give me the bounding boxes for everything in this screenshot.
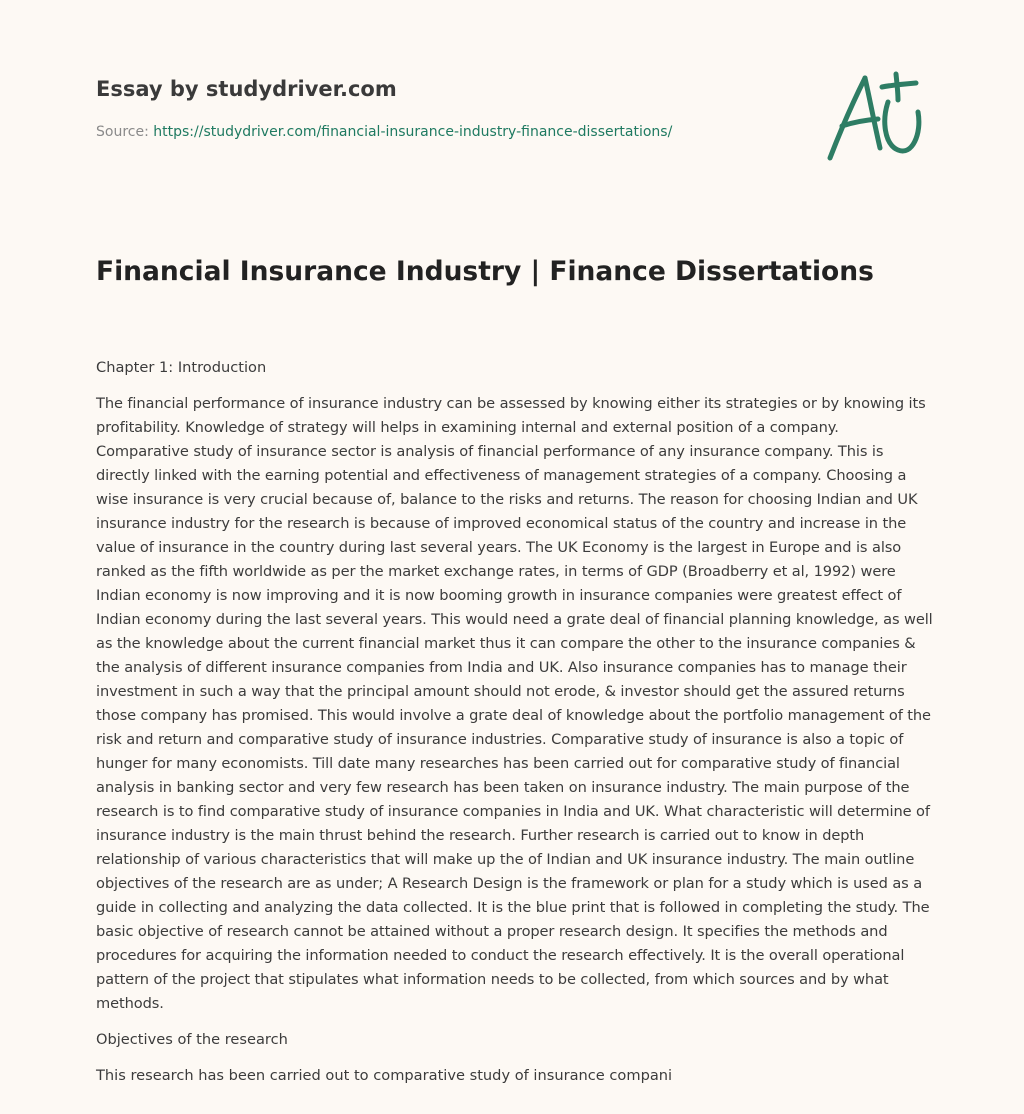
intro-paragraph: The financial performance of insurance industry can be assessed by knowing either its strategies or by knowing its profitability. Knowledge of strategy will helps in examining internal and external position of a company. Comparative study of insurance sector is analysis of financial performance of any insurance company. This is directly linked with the earning potential and effectiveness of management strategies of a company. Choosing a wise insurance is very crucial because of, balance to the risks and returns. The reason for choosing Indian and UK insurance industry for the research is because of improved economical status of the country and increase in the value of insurance in the country during last several years. The UK Economy is the largest in Europe and is also ranked as the fifth worldwide as per the market exchange rates, in terms of GDP (Broadberry et al, 1992) were Indian economy is now improving and it is now booming growth in insurance companies were greatest effect of Indian economy during the last several years. This would need a grate deal of financial planning knowledge, as well as the knowledge about the current financial market thus it can compare the other to the insurance companies & the analysis of different insurance companies from India and UK. Also insurance companies has to manage their investment in such a way that the principal amount should not erode, & investor should get the assured returns those company has promised. This would involve a grate deal of knowledge about the portfolio management of the risk and return and comparative study of insurance industries. Comparative study of insurance is also a topic of hunger for many economists. Till date many researches has been carried out for comparative study of financial analysis in banking sector and very few research has been taken on insurance industry. The main purpose of the research is to find comparative study of insurance companies in India and UK. What characteristic will determine of insurance industry is the main thrust behind the research. Further research is carried out to know in depth relationship of various characteristics that will make up the of Indian and UK insurance industry. The main outline objectives of the research are as under; A Research Design is the framework or plan for a study which is used as a guide in collecting and analyzing the data collected. It is the blue print that is followed in completing the study. The basic objective of research cannot be attained without a proper research design. It specifies the methods and procedures for acquiring the information needed to conduct the research effectively. It is the overall operational pattern of the project that stipulates what information needs to be collected, from which sources and by what methods. [96, 395, 933, 1012]
source-line [96, 124, 672, 140]
source-link[interactable]: https://studydriver.com/financial-insurance-industry-finance-dissertations/ [153, 124, 673, 140]
logo-plus-horizontal [882, 83, 916, 87]
objectives-heading: Objectives of the research [96, 1031, 288, 1048]
source-label: Source: [96, 124, 154, 140]
logo-a-stroke-right [865, 78, 880, 148]
a-plus-logo-icon [818, 62, 930, 170]
essay-content [96, 356, 936, 1100]
site-title: Essay by studydriver.com [96, 77, 397, 101]
logo-plus-swoosh [885, 102, 919, 151]
objectives-paragraph: This research has been carried out to comparative study of insurance compani [96, 1067, 673, 1084]
chapter-heading: Chapter 1: Introduction [96, 359, 267, 376]
logo-a-stroke-left [830, 78, 865, 158]
essay-title: Financial Insurance Industry | Finance Dissertations [96, 256, 874, 287]
